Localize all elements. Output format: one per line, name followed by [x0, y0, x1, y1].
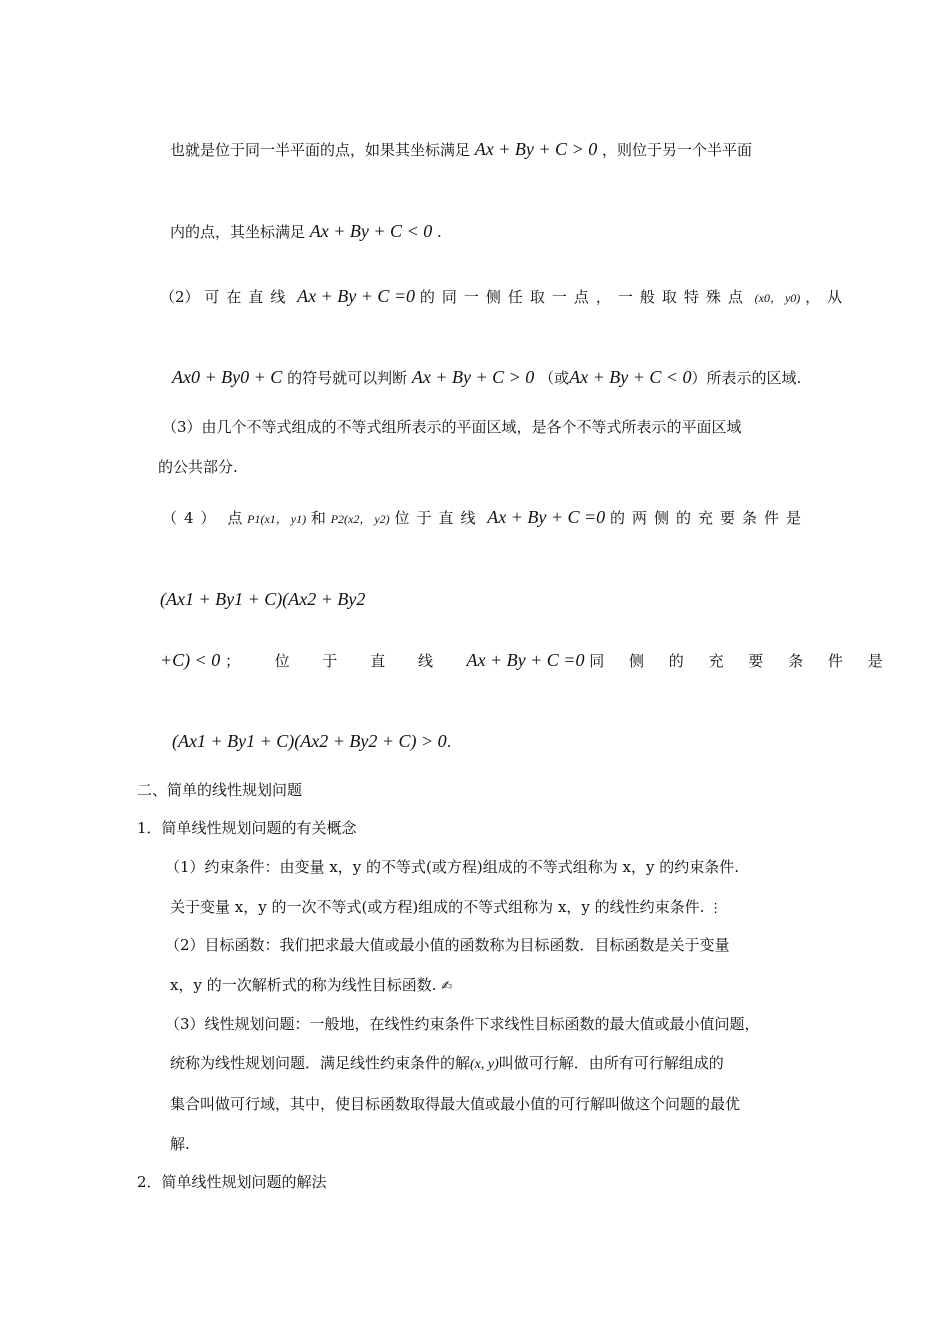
- vertical-ellipsis-icon: ⋮: [709, 901, 723, 916]
- formula: Ax + By + C < 0: [569, 367, 692, 387]
- item-number: （4）: [162, 509, 223, 527]
- text: 解.: [170, 1135, 190, 1153]
- formula: Ax + By + C > 0: [411, 367, 535, 387]
- point-label: (x0， y0): [754, 291, 801, 305]
- text: 叫做可行解．由所有可行解组成的: [498, 1054, 724, 1072]
- paragraph-line: [160, 650, 893, 671]
- formula: Ax + By + C =0: [487, 507, 606, 527]
- text: （或: [539, 369, 570, 387]
- text: 同 侧 的 充 要 条 件 是: [589, 652, 893, 670]
- text: 集合叫做可行域，其中，使目标函数取得最大值或最小值的可行解叫做这个问题的最优: [170, 1095, 741, 1113]
- text: .: [437, 223, 442, 241]
- text: 关于变量 x，y 的一次不等式(或方程)组成的不等式组称为 x，y 的线性约束条件.: [170, 898, 705, 916]
- text: 的符号就可以判断: [287, 369, 408, 387]
- text: 的两侧的充要条件是: [609, 509, 808, 527]
- formula: (Ax1 + By1 + C)(Ax2 + By2 + C) > 0: [172, 731, 447, 751]
- point-label: P2(x2， y2): [330, 512, 390, 526]
- text: ；: [225, 652, 241, 670]
- paragraph-line: [160, 286, 849, 308]
- formula: (Ax1 + By1 + C)(Ax2 + By2: [160, 589, 366, 609]
- text: 的公共部分.: [158, 458, 238, 476]
- paragraph-line: [172, 367, 801, 388]
- text: ，从: [805, 288, 850, 306]
- text: 内的点，其坐标满足: [170, 223, 306, 241]
- paragraph-line: [170, 1094, 740, 1114]
- text: .: [446, 733, 452, 751]
- paragraph-line: [170, 1053, 724, 1075]
- formula: Ax + By + C =0: [466, 650, 585, 670]
- paragraph-line: [170, 897, 722, 919]
- paragraph-line: [158, 457, 238, 477]
- text: ，则位于另一个半平面: [602, 141, 753, 159]
- formula: Ax + By + C =0: [297, 286, 416, 306]
- paragraph-line: [170, 1134, 190, 1154]
- text: 统称为线性规划问题．满足线性约束条件的解: [170, 1054, 471, 1072]
- text: （3）线性规划问题：一般地，在线性约束条件下求线性目标函数的最大值或最小值问题，: [165, 1015, 760, 1033]
- text: 点: [227, 509, 243, 527]
- text: x，y 的一次解析式的称为线性目标函数.: [170, 976, 437, 994]
- subsection-title: 2．简单线性规划问题的解法: [137, 1173, 327, 1191]
- section-title: 二、简单的线性规划问题: [137, 781, 303, 799]
- text: 也就是位于同一半平面的点，如果其坐标满足: [170, 141, 471, 159]
- formula: Ax0 + By0 + C: [172, 367, 283, 387]
- paragraph-line: [162, 507, 808, 529]
- formula: Ax + By + C > 0: [474, 139, 598, 159]
- paragraph-line: [165, 935, 730, 955]
- point-label: P1(x1， y1): [247, 512, 307, 526]
- text: （3）由几个不等式组成的不等式组所表示的平面区域，是各个不等式所表示的平面区域: [162, 418, 742, 436]
- writing-hand-icon: ✍: [441, 979, 453, 994]
- paragraph-line: [162, 417, 742, 437]
- formula: (x, y): [470, 1057, 499, 1072]
- paragraph-line: [170, 139, 752, 160]
- paragraph-line: [165, 1014, 760, 1034]
- paragraph-line: [160, 589, 365, 610]
- text: ）所表示的区域.: [691, 369, 802, 387]
- text: 可在直线: [204, 288, 293, 306]
- section-heading: [137, 780, 302, 800]
- text: 和: [310, 509, 326, 527]
- subsection-heading: [137, 818, 357, 838]
- formula: +C) < 0: [160, 650, 221, 670]
- text: （1）约束条件：由变量 x，y 的不等式(或方程)组成的不等式组称为 x，y 的约束条件.: [165, 858, 739, 876]
- subsection-title: 1．简单线性规划问题的有关概念: [137, 819, 357, 837]
- paragraph-line: [170, 221, 442, 242]
- text: 的同一侧任取一点，一般取特殊点: [419, 288, 750, 306]
- formula: Ax + By + C < 0: [309, 221, 433, 241]
- paragraph-line: [172, 731, 451, 752]
- paragraph-line: [165, 857, 739, 877]
- paragraph-line: [170, 975, 452, 997]
- text: （2）目标函数：我们把求最大值或最小值的函数称为目标函数．目标函数是关于变量: [165, 936, 730, 954]
- item-number: （2）: [160, 288, 200, 306]
- text: 位 于 直 线: [274, 652, 447, 670]
- text: 位于直线: [394, 509, 483, 527]
- subsection-heading: [137, 1172, 327, 1192]
